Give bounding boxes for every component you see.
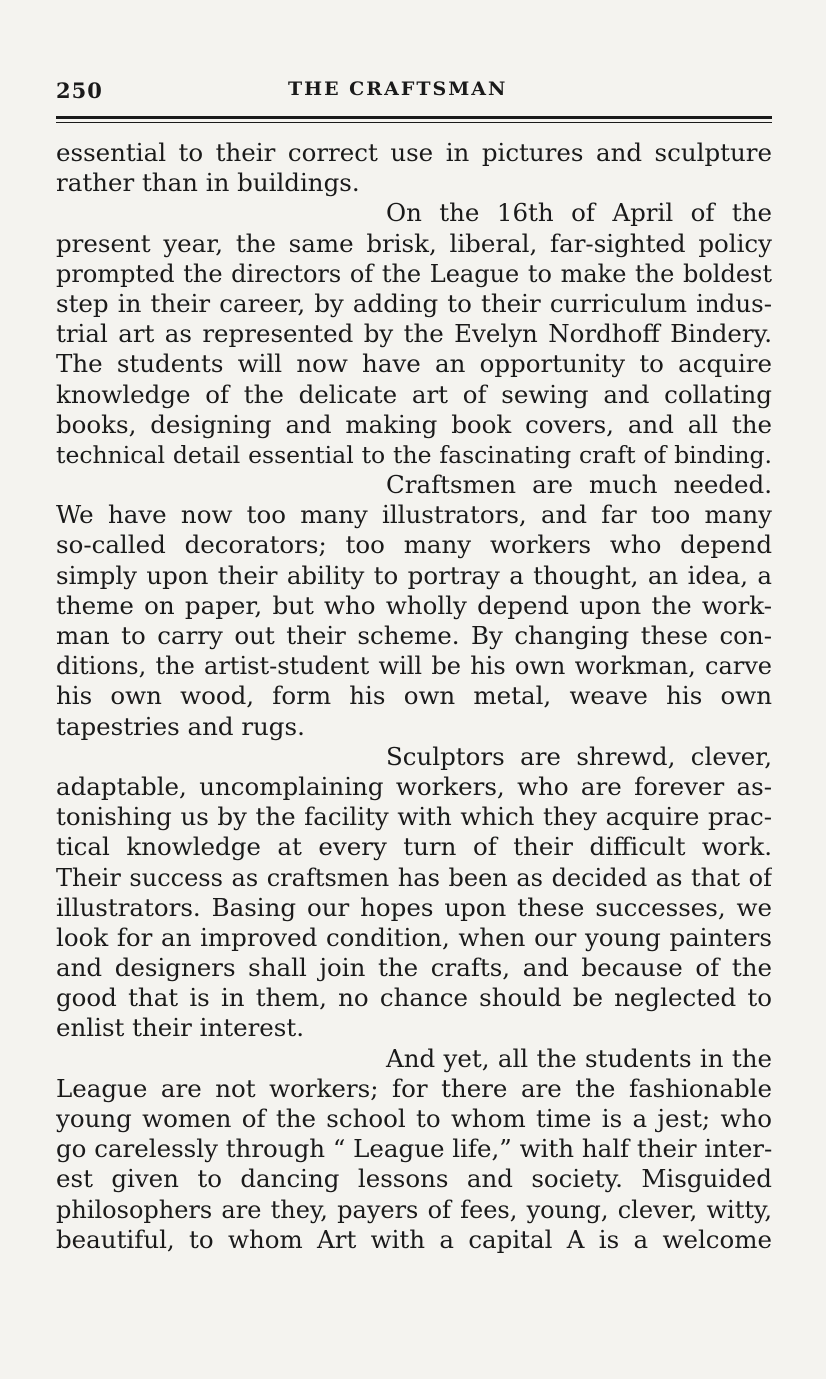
text-line: prompted the directors of the League to make the boldest [56,259,772,288]
paragraph-start-line: Craftsmen are much needed. [386,470,772,500]
text-line: est given to dancing lessons and society. Misguided [56,1164,772,1194]
text-line: tical knowledge at every turn of their difficult work. [56,832,772,862]
text-line: beautiful, to whom Art with a capital A is a welcome [56,1224,772,1254]
text-line: League are not workers; for there are the fashionable [56,1073,772,1103]
text-line: look for an improved condition, when our young painters [56,922,772,952]
text-line: theme on paper, but who wholly depend upon the work- [56,590,772,620]
text-line: and designers shall join the crafts, and because of the [56,953,772,983]
page-number: 250 [56,78,103,103]
text-line: enlist their interest. [56,1013,304,1043]
text-line: so-called decorators; too many workers who depend [56,530,772,560]
text-line: We have now too many illustrators, and far too many [56,500,772,530]
text-line: essential to their correct use in pictures and sculpture [56,138,772,167]
text-line: tapestries and rugs. [56,711,305,741]
running-header [56,78,772,108]
running-title: THE CRAFTSMAN [288,78,508,100]
text-line: step in their career, by adding to their curriculum indus- [56,288,772,318]
body-text [56,138,772,1255]
text-line: illustrators. Basing our hopes upon these successes, we [56,892,772,922]
text-line: philosophers are they, payers of fees, young, clever, witty, [56,1195,772,1224]
text-line: ditions, the artist-student will be his own workman, carve [56,652,772,681]
text-line: his own wood, form his own metal, weave his own [56,681,772,711]
paragraph-start-line: Sculptors are shrewd, clever, [386,741,772,771]
text-line: present year, the same brisk, liberal, far-sighted policy [56,228,772,258]
text-line: The students will now have an opportunity to acquire [56,349,772,379]
text-line: good that is in them, no chance should be neglected to [56,983,772,1013]
text-line: tonishing us by the facility with which they acquire prac- [56,802,772,832]
text-line: man to carry out their scheme. By changing these con- [56,621,772,650]
header-rule-thick [56,116,772,119]
text-line: books, designing and making book covers, and all the [56,409,772,439]
header-rule-thin [56,122,772,123]
text-line: knowledge of the delicate art of sewing and collating [56,379,772,409]
paragraph-start-line: On the 16th of April of the [386,198,772,228]
paragraph-start-line: And yet, all the students in the [386,1043,772,1073]
text-line: Their success as craftsmen has been as decided as that of [56,863,772,892]
text-line: go carelessly through “ League life,” with half their inter- [56,1134,772,1164]
text-line: trial art as represented by the Evelyn Nordhoff Bindery. [56,319,772,349]
text-line: rather than in buildings. [56,168,360,198]
text-line: simply upon their ability to portray a thought, an idea, a [56,560,772,590]
text-line: adaptable, uncomplaining workers, who are forever as- [56,771,772,801]
text-line: technical detail essential to the fascinating craft of binding. [56,440,772,469]
text-line: young women of the school to whom time is a jest; who [56,1104,772,1133]
